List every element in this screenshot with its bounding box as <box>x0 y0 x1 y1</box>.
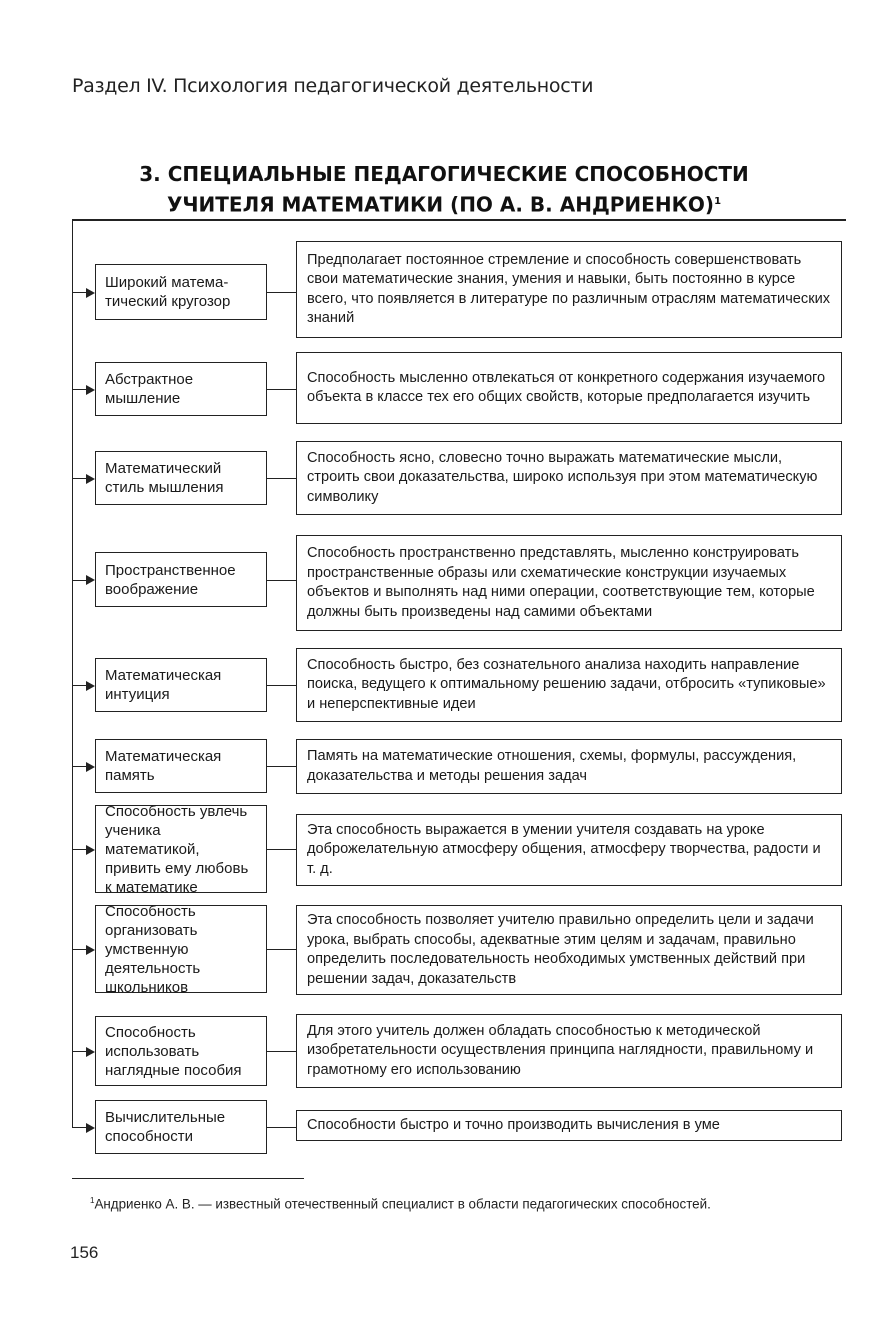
ability-name-box <box>95 552 267 607</box>
ability-description-box <box>296 739 842 794</box>
ability-name-box <box>95 802 267 896</box>
arrow-right-icon <box>86 845 95 855</box>
arrow-right-icon <box>86 762 95 772</box>
arrow-right-icon <box>86 385 95 395</box>
arrow-right-icon <box>86 474 95 484</box>
ability-description-box <box>296 1014 842 1088</box>
connector-line <box>267 766 296 767</box>
ability-description-box <box>296 352 842 424</box>
arrow-right-icon <box>86 945 95 955</box>
ability-description-box <box>296 535 842 631</box>
ability-name: Абстрактное мышление <box>105 371 194 407</box>
ability-description-box <box>296 1110 842 1141</box>
ability-name-box <box>95 658 267 712</box>
ability-name-box <box>95 362 267 416</box>
section-title <box>0 160 888 219</box>
arrow-right-icon <box>86 1123 95 1133</box>
diagram-trunk-line <box>72 219 73 1127</box>
ability-description-box <box>296 814 842 886</box>
ability-description-box <box>296 241 842 338</box>
ability-description: Предполагает постоянное стремление и способность совершенствовать свои математические знания, умения и навыки, быть постоянно в курсе всего, что появляется в литературе по различным отраслям математических знаний <box>307 251 831 326</box>
connector-line <box>267 389 296 390</box>
ability-description: Способность пространственно представлять, мысленно конструировать пространственные образы или схематические конструкции изучаемых объектов и выполнять над ними операции, соответствующие тем, которые должны быть произведены над самими объектами <box>307 545 815 620</box>
ability-name-box <box>95 1016 267 1086</box>
connector-line <box>267 292 296 293</box>
ability-name: Математическая интуиция <box>105 667 222 703</box>
ability-description: Способность мысленно отвлекаться от конкретного содержания изучаемого объекта в классе тех его общих свойств, которые предполагается изучить <box>307 369 826 405</box>
diagram-frame-top <box>72 219 846 221</box>
arrow-right-icon <box>86 575 95 585</box>
arrow-right-icon <box>86 681 95 691</box>
ability-description: Эта способность выражается в умении учителя создавать на уроке доброжелательную атмосферу общения, атмосферу творчества, радости и т. д. <box>307 821 821 877</box>
title-line-2-text: УЧИТЕЛЯ МАТЕМАТИКИ (ПО А. В. АНДРИЕНКО) <box>166 192 715 217</box>
ability-description: Способность ясно, словесно точно выражать математические мысли, строить свои доказательства, широко используя при этом математическую символику <box>307 449 818 505</box>
arrow-right-icon <box>86 288 95 298</box>
running-head: Раздел IV. Психология педагогической деятельности <box>72 75 594 97</box>
footnote-rule <box>72 1178 304 1179</box>
ability-name: Широкий матема-тический кругозор <box>105 274 231 310</box>
title-line-2 <box>0 188 888 219</box>
ability-description: Память на математические отношения, схемы, формулы, рассуждения, доказательства и методы решения задач <box>307 748 797 784</box>
ability-description: Способности быстро и точно производить вычисления в уме <box>307 1116 720 1133</box>
ability-name: Математическая память <box>105 748 222 784</box>
connector-line <box>267 949 296 950</box>
ability-name: Математический стиль мышления <box>105 460 224 496</box>
ability-description-box <box>296 905 842 995</box>
connector-line <box>267 580 296 581</box>
title-line-1: 3. СПЕЦИАЛЬНЫЕ ПЕДАГОГИЧЕСКИЕ СПОСОБНОСТИ <box>139 162 749 186</box>
ability-description: Эта способность позволяет учителю правильно определить цели и задачи урока, выбрать способы, адекватные этим целям и задачам, правильно определить последовательность необходимых умственных действий при решении задач, доказательств <box>307 912 814 987</box>
ability-name-box <box>95 902 267 996</box>
connector-line <box>267 849 296 850</box>
ability-name: Способность увлечь ученика математикой, привить ему любовь к математике <box>105 802 249 896</box>
ability-name: Вычислительные способности <box>105 1109 226 1145</box>
page-number: 156 <box>70 1243 99 1262</box>
connector-line <box>267 1127 296 1128</box>
footnote <box>90 1196 711 1211</box>
ability-name: Пространственное воображение <box>105 561 236 598</box>
connector-line <box>267 685 296 686</box>
ability-name-box <box>95 264 267 320</box>
footnote-text: Андриенко А. В. — известный отечественный специалист в области педагогических способностей. <box>94 1196 711 1212</box>
ability-name-box <box>95 451 267 505</box>
connector-line <box>267 478 296 479</box>
connector-line <box>267 1051 296 1052</box>
ability-name-box <box>95 1100 267 1154</box>
ability-description: Способность быстро, без сознательного анализа находить направление поиска, ведущего к оптимальному решению задачи, отбросить «тупиковые» и неперспективные идеи <box>307 656 826 712</box>
ability-description-box <box>296 648 842 722</box>
ability-name: Способность организовать умственную деятельность школьников <box>105 902 201 996</box>
ability-name: Способность использовать наглядные пособия <box>105 1023 242 1079</box>
title-footnote-mark: 1 <box>714 196 722 207</box>
footnote-mark: 1 <box>90 1196 95 1205</box>
arrow-right-icon <box>86 1047 95 1057</box>
ability-name-box <box>95 739 267 793</box>
ability-description-box <box>296 441 842 515</box>
ability-description: Для этого учитель должен обладать способностью к методической изобретательности осуществления принципа наглядности, правильному и грамотному его использованию <box>307 1022 814 1078</box>
